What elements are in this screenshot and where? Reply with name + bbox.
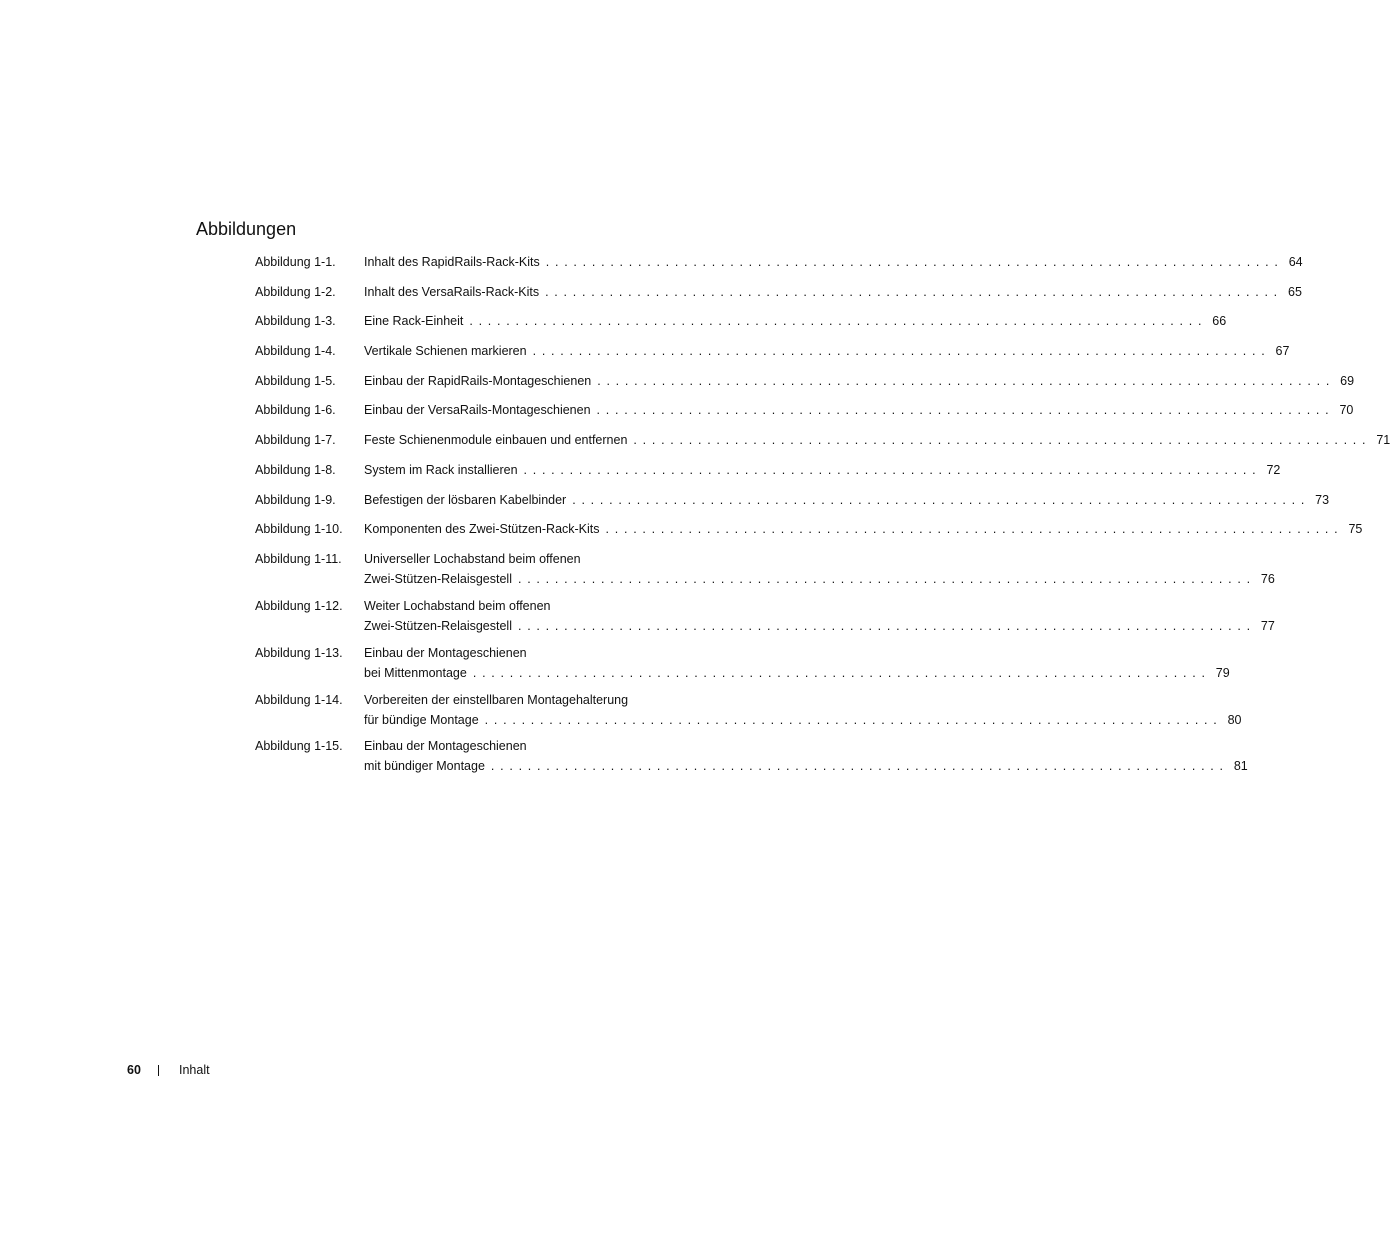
figure-title: System im Rack installieren: [364, 462, 518, 477]
figure-title: mit bündiger Montage: [364, 759, 485, 774]
figure-entry: [255, 371, 1355, 391]
dot-leader: ................................................................................: [532, 344, 1271, 359]
page-footer: [0, 1060, 954, 1080]
dot-leader: ................................................................................: [469, 314, 1208, 329]
figure-entry: [255, 341, 1290, 361]
figure-page-number: 81: [1233, 759, 1248, 774]
figure-label: Abbildung 1-15.: [255, 739, 343, 754]
figure-title: Zwei-Stützen-Relaisgestell: [364, 571, 512, 586]
dot-leader: ................................................................................: [523, 462, 1262, 477]
section-heading: Abbildungen: [196, 219, 297, 239]
figure-title: Einbau der VersaRails-Montageschienen: [364, 403, 591, 418]
figure-page-number: 80: [1227, 712, 1242, 727]
dot-leader: ................................................................................: [605, 522, 1344, 537]
figure-page-number: 66: [1212, 314, 1227, 329]
footer-separator: [158, 1065, 159, 1076]
dot-leader: ................................................................................: [545, 284, 1283, 299]
figure-label: Abbildung 1-11.: [255, 551, 342, 566]
figure-label: Abbildung 1-8.: [255, 462, 336, 477]
figure-title-line: Einbau der Montageschienen: [364, 645, 527, 660]
dot-leader: ................................................................................: [472, 665, 1211, 680]
figure-page-number: 64: [1288, 255, 1303, 269]
figure-entry: [255, 282, 1302, 302]
figure-entry: [255, 460, 1281, 480]
figure-entry: [255, 311, 1227, 331]
figure-page-number: 73: [1315, 492, 1330, 507]
figure-label: Abbildung 1-1.: [255, 255, 336, 269]
dot-leader: ................................................................................: [633, 433, 1372, 448]
figure-page-number: 67: [1275, 344, 1290, 359]
figure-entry: [255, 519, 1363, 539]
figure-entry: [255, 252, 1303, 272]
figure-page-number: 71: [1376, 433, 1390, 448]
figure-entry: [255, 430, 1390, 450]
figure-label: Abbildung 1-3.: [255, 314, 336, 329]
figure-title: Feste Schienenmodule einbauen und entfernen: [364, 433, 628, 448]
figure-label: Abbildung 1-9.: [255, 492, 336, 507]
figure-title: Vertikale Schienen markieren: [364, 344, 527, 359]
figure-page-number: 79: [1215, 665, 1230, 680]
figure-title: Inhalt des VersaRails-Rack-Kits: [364, 284, 540, 299]
figure-label: Abbildung 1-14.: [255, 692, 343, 707]
figure-entry: [255, 490, 1330, 510]
figure-entry: [255, 400, 1354, 420]
figure-title: Eine Rack-Einheit: [364, 314, 464, 329]
figure-entry: [255, 596, 1275, 636]
figure-entry: [255, 736, 1248, 776]
dot-leader: ................................................................................: [517, 618, 1256, 633]
figure-label: Abbildung 1-5.: [255, 373, 336, 388]
figure-label: Abbildung 1-2.: [255, 284, 336, 299]
figure-title: Einbau der RapidRails-Montageschienen: [364, 373, 592, 388]
dot-leader: ................................................................................: [596, 403, 1335, 418]
figure-title: Befestigen der lösbaren Kabelbinder: [364, 492, 567, 507]
figure-title: Zwei-Stützen-Relaisgestell: [364, 618, 512, 633]
figure-label: Abbildung 1-6.: [255, 403, 336, 418]
figure-label: Abbildung 1-12.: [255, 598, 343, 613]
dot-leader: ................................................................................: [597, 373, 1336, 388]
figure-title-line: Vorbereiten der einstellbaren Montagehalterung: [364, 692, 629, 707]
dot-leader: ................................................................................: [545, 255, 1284, 269]
figure-entry: [255, 690, 1242, 730]
figure-title-line: Universeller Lochabstand beim offenen: [364, 551, 581, 566]
dot-leader: ................................................................................: [484, 712, 1223, 727]
figure-title-line: Einbau der Montageschienen: [364, 739, 527, 754]
figure-page-number: 65: [1288, 284, 1302, 299]
dot-leader: ................................................................................: [490, 759, 1229, 774]
figure-label: Abbildung 1-4.: [255, 344, 336, 359]
figure-page-number: 72: [1266, 462, 1281, 477]
figure-title-line: Weiter Lochabstand beim offenen: [364, 598, 551, 613]
figure-label: Abbildung 1-7.: [255, 433, 336, 448]
figure-page-number: 70: [1339, 403, 1354, 418]
figure-page-number: 75: [1348, 522, 1363, 537]
dot-leader: ................................................................................: [572, 492, 1311, 507]
figure-page-number: 77: [1260, 618, 1275, 633]
figure-title: für bündige Montage: [364, 712, 479, 727]
footer-page-number: 60: [127, 1063, 141, 1077]
figure-page-number: 76: [1260, 571, 1275, 586]
figure-label: Abbildung 1-13.: [255, 645, 343, 660]
dot-leader: ................................................................................: [517, 571, 1256, 586]
figure-label: Abbildung 1-10.: [255, 522, 343, 537]
footer-section-title: Inhalt: [179, 1063, 210, 1077]
figure-entry: [255, 549, 1275, 589]
figure-list: [255, 252, 1390, 783]
figure-title: bei Mittenmontage: [364, 665, 467, 680]
figure-entry: [255, 643, 1230, 683]
figure-title: Komponenten des Zwei-Stützen-Rack-Kits: [364, 522, 600, 537]
figure-title: Inhalt des RapidRails-Rack-Kits: [364, 255, 540, 269]
figure-page-number: 69: [1340, 373, 1355, 388]
